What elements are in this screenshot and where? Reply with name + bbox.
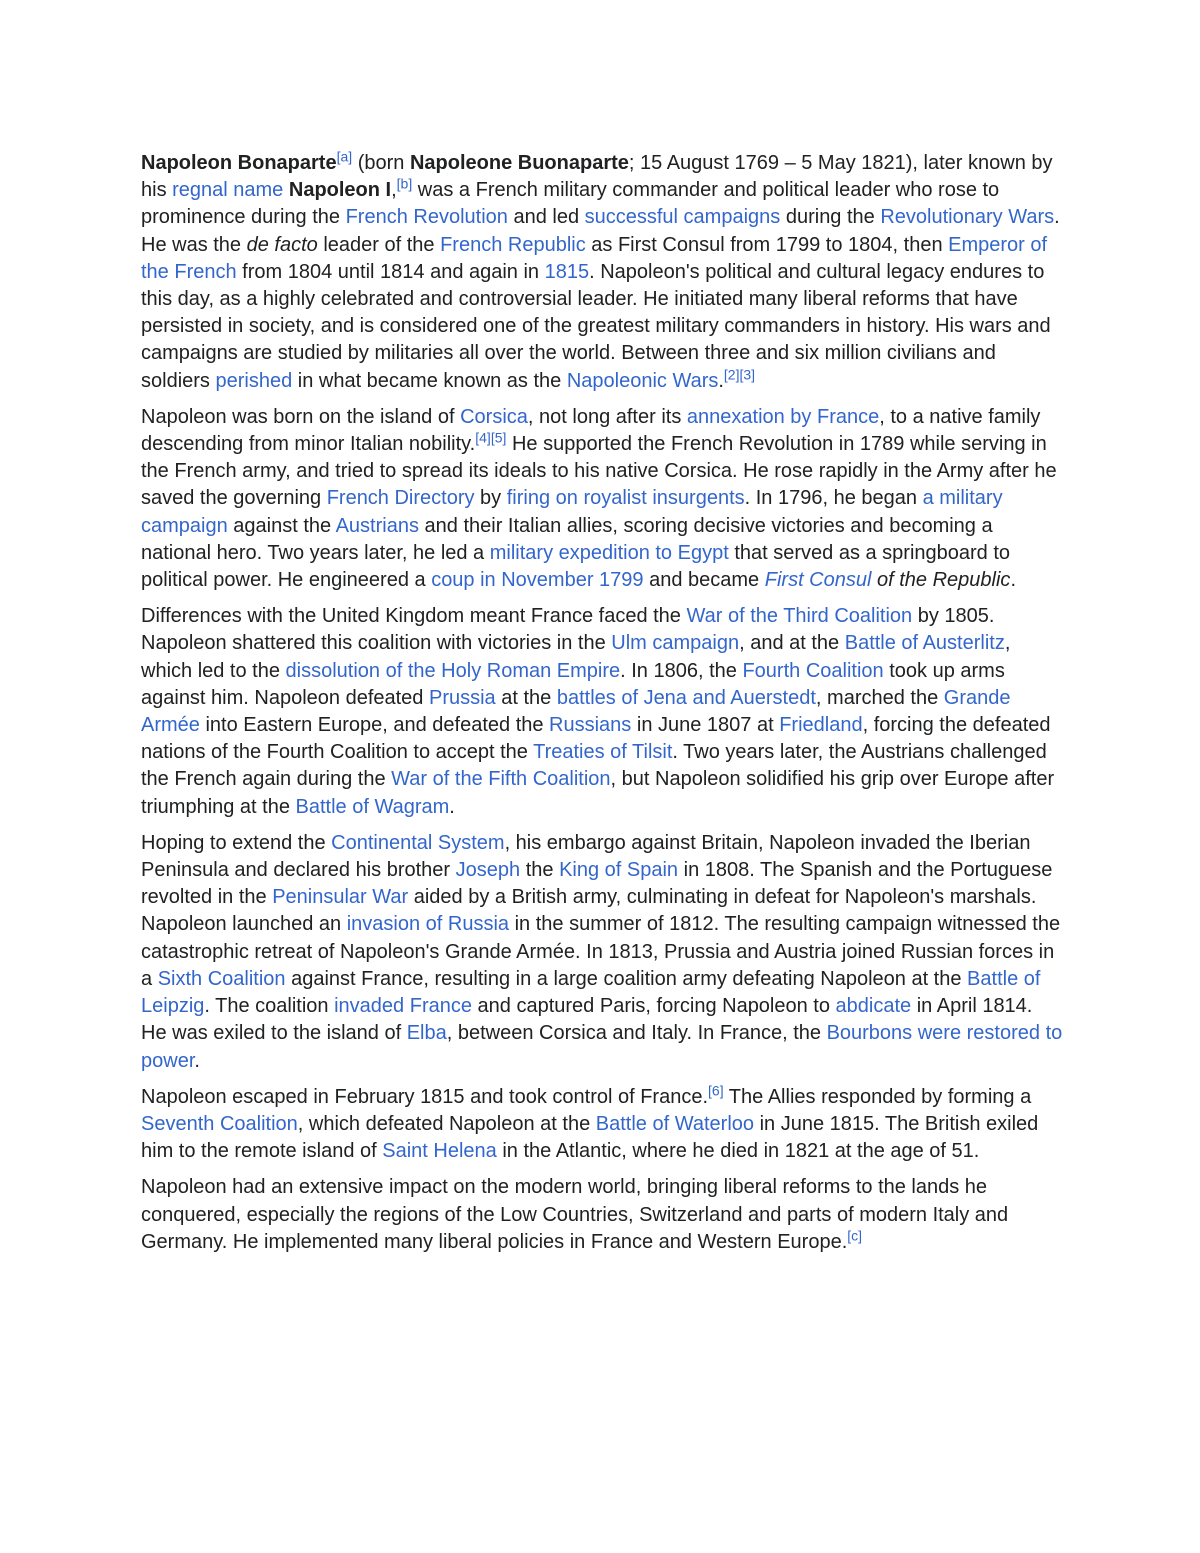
body-text: by: [474, 487, 507, 510]
body-text: . In 1796, he began: [744, 487, 923, 510]
citation: [708, 1082, 724, 1098]
body-text: . He was the: [141, 206, 1060, 256]
body-text: was a French military commander and political leader who rose to prominence during the: [141, 179, 1000, 229]
italic-text: of the Republic: [871, 569, 1011, 592]
wiki-link[interactable]: Saint Helena: [382, 1140, 497, 1163]
paragraph-5: [141, 1084, 1063, 1166]
wiki-link[interactable]: Seventh Coalition: [141, 1112, 298, 1135]
body-text: , marched the: [815, 686, 944, 709]
wiki-link[interactable]: Friedland: [779, 714, 863, 737]
body-text: in the summer of 1812. The resulting campaign witnessed the catastrophic retreat of Napoleon's Grande Armée. In 1813, Prussia and Austria joined Russian forces in a: [141, 913, 1061, 990]
body-text: took up arms against him. Napoleon defeated: [141, 659, 1005, 709]
wiki-link[interactable]: invaded France: [334, 995, 472, 1018]
body-text: and became: [643, 569, 765, 592]
body-text: . Two years later, the Austrians challenged the French again during the: [141, 741, 1047, 791]
body-text: , forcing the defeated nations of the Fourth Coalition to accept the: [141, 714, 1051, 764]
wiki-link[interactable]: Napoleonic Wars: [566, 369, 719, 392]
body-text: the: [520, 859, 560, 882]
citation-link[interactable]: [c]: [847, 1227, 863, 1244]
body-text: into Eastern Europe, and defeated the: [199, 714, 550, 737]
article-body: [141, 150, 1063, 1265]
body-text: Napoleon escaped in February 1815 and took control of France.: [141, 1085, 709, 1108]
wiki-link[interactable]: perished: [215, 369, 293, 392]
wiki-link[interactable]: Fourth Coalition: [742, 659, 884, 682]
citation-link[interactable]: [2][3]: [723, 365, 756, 382]
wiki-link[interactable]: annexation by France: [686, 405, 880, 428]
citation: [847, 1227, 862, 1243]
citation-link[interactable]: [6]: [708, 1082, 724, 1099]
wiki-link[interactable]: invasion of Russia: [346, 913, 510, 936]
bold-term: Napoleone Buonaparte: [409, 152, 629, 174]
body-text: , which defeated Napoleon at the: [297, 1112, 596, 1135]
wiki-link[interactable]: Austrians: [335, 514, 419, 537]
body-text: in 1808. The Spanish and the Portuguese revolted in the: [141, 859, 1053, 909]
wiki-link[interactable]: battles of Jena and Auerstedt: [556, 686, 816, 709]
paragraph-3: [141, 603, 1063, 821]
body-text: .: [194, 1049, 200, 1072]
body-text: . In 1806, the: [620, 659, 743, 682]
body-text: . The coalition: [204, 995, 335, 1018]
citation-link[interactable]: [b]: [396, 175, 413, 192]
body-text: , and at the: [739, 632, 845, 655]
wiki-link[interactable]: War of the Fifth Coalition: [391, 768, 611, 791]
wiki-link[interactable]: Joseph: [455, 859, 521, 882]
body-text: leader of the: [317, 233, 441, 256]
body-text: Hoping to extend the: [141, 831, 332, 854]
body-text: .: [449, 795, 455, 818]
wiki-link[interactable]: French Republic: [440, 233, 586, 256]
body-text: and led: [507, 206, 585, 229]
wiki-link[interactable]: military expedition to Egypt: [489, 541, 729, 564]
wiki-link[interactable]: Russians: [549, 714, 632, 737]
body-text: He supported the French Revolution in 1789 while serving in the French army, and tried to spread its ideals to his native Corsica. He rose rapidly in the Army after he saved the governing: [141, 433, 1057, 510]
wiki-link[interactable]: firing on royalist insurgents: [506, 487, 745, 510]
wiki-link[interactable]: King of Spain: [559, 859, 679, 882]
wiki-link[interactable]: Elba: [406, 1022, 447, 1045]
wiki-link[interactable]: French Directory: [326, 487, 475, 510]
wiki-link[interactable]: Peninsular War: [272, 886, 409, 909]
paragraph-1: [141, 150, 1063, 395]
body-text: ; 15 August 1769 – 5 May 1821), later known by his: [141, 152, 1053, 202]
wiki-link[interactable]: Continental System: [331, 831, 505, 854]
paragraph-2: [141, 404, 1063, 594]
wiki-link[interactable]: a military campaign: [141, 487, 1003, 537]
body-text: in June 1815. The British exiled him to the remote island of: [141, 1112, 1039, 1163]
wiki-link[interactable]: Prussia: [428, 686, 496, 709]
wiki-link[interactable]: French Revolution: [345, 206, 508, 229]
body-text: against the: [227, 514, 336, 537]
body-text: (born: [352, 152, 410, 174]
body-text: The Allies responded by forming a: [723, 1085, 1032, 1108]
body-text: aided by a British army, culminating in defeat for Napoleon's marshals. Napoleon launched an: [141, 886, 1037, 936]
body-text: . Napoleon's political and cultural legacy endures to this day, as a highly celebrated and controversial leader. He initiated many liberal reforms that have persisted in society, and is considered one of the greatest military commanders in history. His wars and campaigns are studied by militaries all over the world. Between three and six million civilians and soldiers: [141, 260, 1051, 392]
body-text: by 1805. Napoleon shattered this coalition with victories in the: [141, 605, 995, 655]
body-text: during the: [780, 206, 881, 229]
italic-text: de facto: [246, 233, 318, 256]
wiki-link[interactable]: War of the Third Coalition: [686, 605, 913, 628]
wiki-link[interactable]: coup in November 1799: [431, 569, 644, 592]
citation: [475, 429, 506, 445]
wiki-link[interactable]: Battle of Leipzig: [141, 967, 1041, 1018]
citation: [337, 148, 353, 164]
wiki-link[interactable]: Sixth Coalition: [157, 967, 286, 990]
wiki-link[interactable]: regnal name: [172, 179, 284, 202]
body-text: in June 1807 at: [631, 714, 780, 737]
bold-term: Napoleon Bonaparte: [141, 152, 337, 174]
body-text: ,: [391, 179, 397, 202]
body-text: .: [1010, 569, 1016, 592]
body-text: , between Corsica and Italy. In France, the: [446, 1022, 827, 1045]
body-text: that served as a springboard to political power. He engineered a: [141, 541, 1011, 592]
wiki-link[interactable]: Emperor of the French: [141, 233, 1048, 283]
wiki-link[interactable]: Ulm campaign: [611, 632, 740, 655]
citation: [397, 176, 413, 192]
body-text: Napoleon had an extensive impact on the modern world, bringing liberal reforms to the lands he conquered, especially the regions of the Low Countries, Switzerland and parts of modern Italy and Germany. He implemented many liberal policies in France and Western Europe.: [141, 1176, 1009, 1253]
citation: [724, 366, 755, 382]
wiki-link[interactable]: Treaties of Tilsit: [533, 741, 673, 764]
body-text: in the Atlantic, where he died in 1821 at the age of 51.: [496, 1140, 980, 1163]
wiki-link[interactable]: 1815: [544, 260, 590, 283]
bold-term: Napoleon I: [288, 179, 392, 202]
wiki-link[interactable]: Battle of Wagram: [295, 795, 450, 818]
body-text: and their Italian allies, scoring decisive victories and becoming a national hero. Two years later, he led a: [141, 514, 993, 564]
body-text: , to a native family descending from minor Italian nobility.: [141, 405, 1041, 456]
wiki-link[interactable]: abdicate: [835, 995, 912, 1018]
citation-link[interactable]: [a]: [336, 148, 353, 165]
wiki-link[interactable]: Grande Armée: [141, 686, 1011, 737]
body-text: .: [718, 369, 724, 392]
wiki-link[interactable]: Revolutionary Wars: [880, 206, 1055, 229]
body-text: , which led to the: [141, 632, 1011, 682]
wiki-link[interactable]: Battle of Waterloo: [595, 1112, 755, 1135]
body-text: and captured Paris, forcing Napoleon to: [471, 995, 836, 1018]
wiki-link[interactable]: successful campaigns: [584, 206, 781, 229]
body-text: from 1804 until 1814 and again in: [236, 260, 545, 283]
body-text: as First Consul from 1799 to 1804, then: [585, 233, 949, 256]
body-text: in April 1814. He was exiled to the island of: [141, 995, 1033, 1045]
wiki-link[interactable]: Corsica: [460, 405, 528, 428]
body-text: Napoleon was born on the island of: [141, 405, 461, 428]
paragraph-4: [141, 830, 1063, 1075]
wiki-link[interactable]: First Consul: [764, 569, 872, 592]
body-text: in what became known as the: [292, 369, 567, 392]
body-text: against France, resulting in a large coalition army defeating Napoleon at the: [285, 967, 968, 990]
wiki-link[interactable]: Battle of Austerlitz: [844, 632, 1005, 655]
body-text: at the: [495, 686, 557, 709]
body-text: Differences with the United Kingdom meant France faced the: [141, 605, 687, 628]
citation-link[interactable]: [4][5]: [475, 429, 507, 446]
body-text: , not long after its: [527, 405, 687, 428]
wiki-link[interactable]: dissolution of the Holy Roman Empire: [285, 659, 621, 682]
body-text: , his embargo against Britain, Napoleon invaded the Iberian Peninsula and declared his brother: [141, 831, 1031, 882]
paragraph-6: [141, 1174, 1063, 1256]
body-text: , but Napoleon solidified his grip over Europe after triumphing at the: [141, 768, 1055, 818]
wiki-link[interactable]: Bourbons were restored to power: [141, 1022, 1063, 1072]
